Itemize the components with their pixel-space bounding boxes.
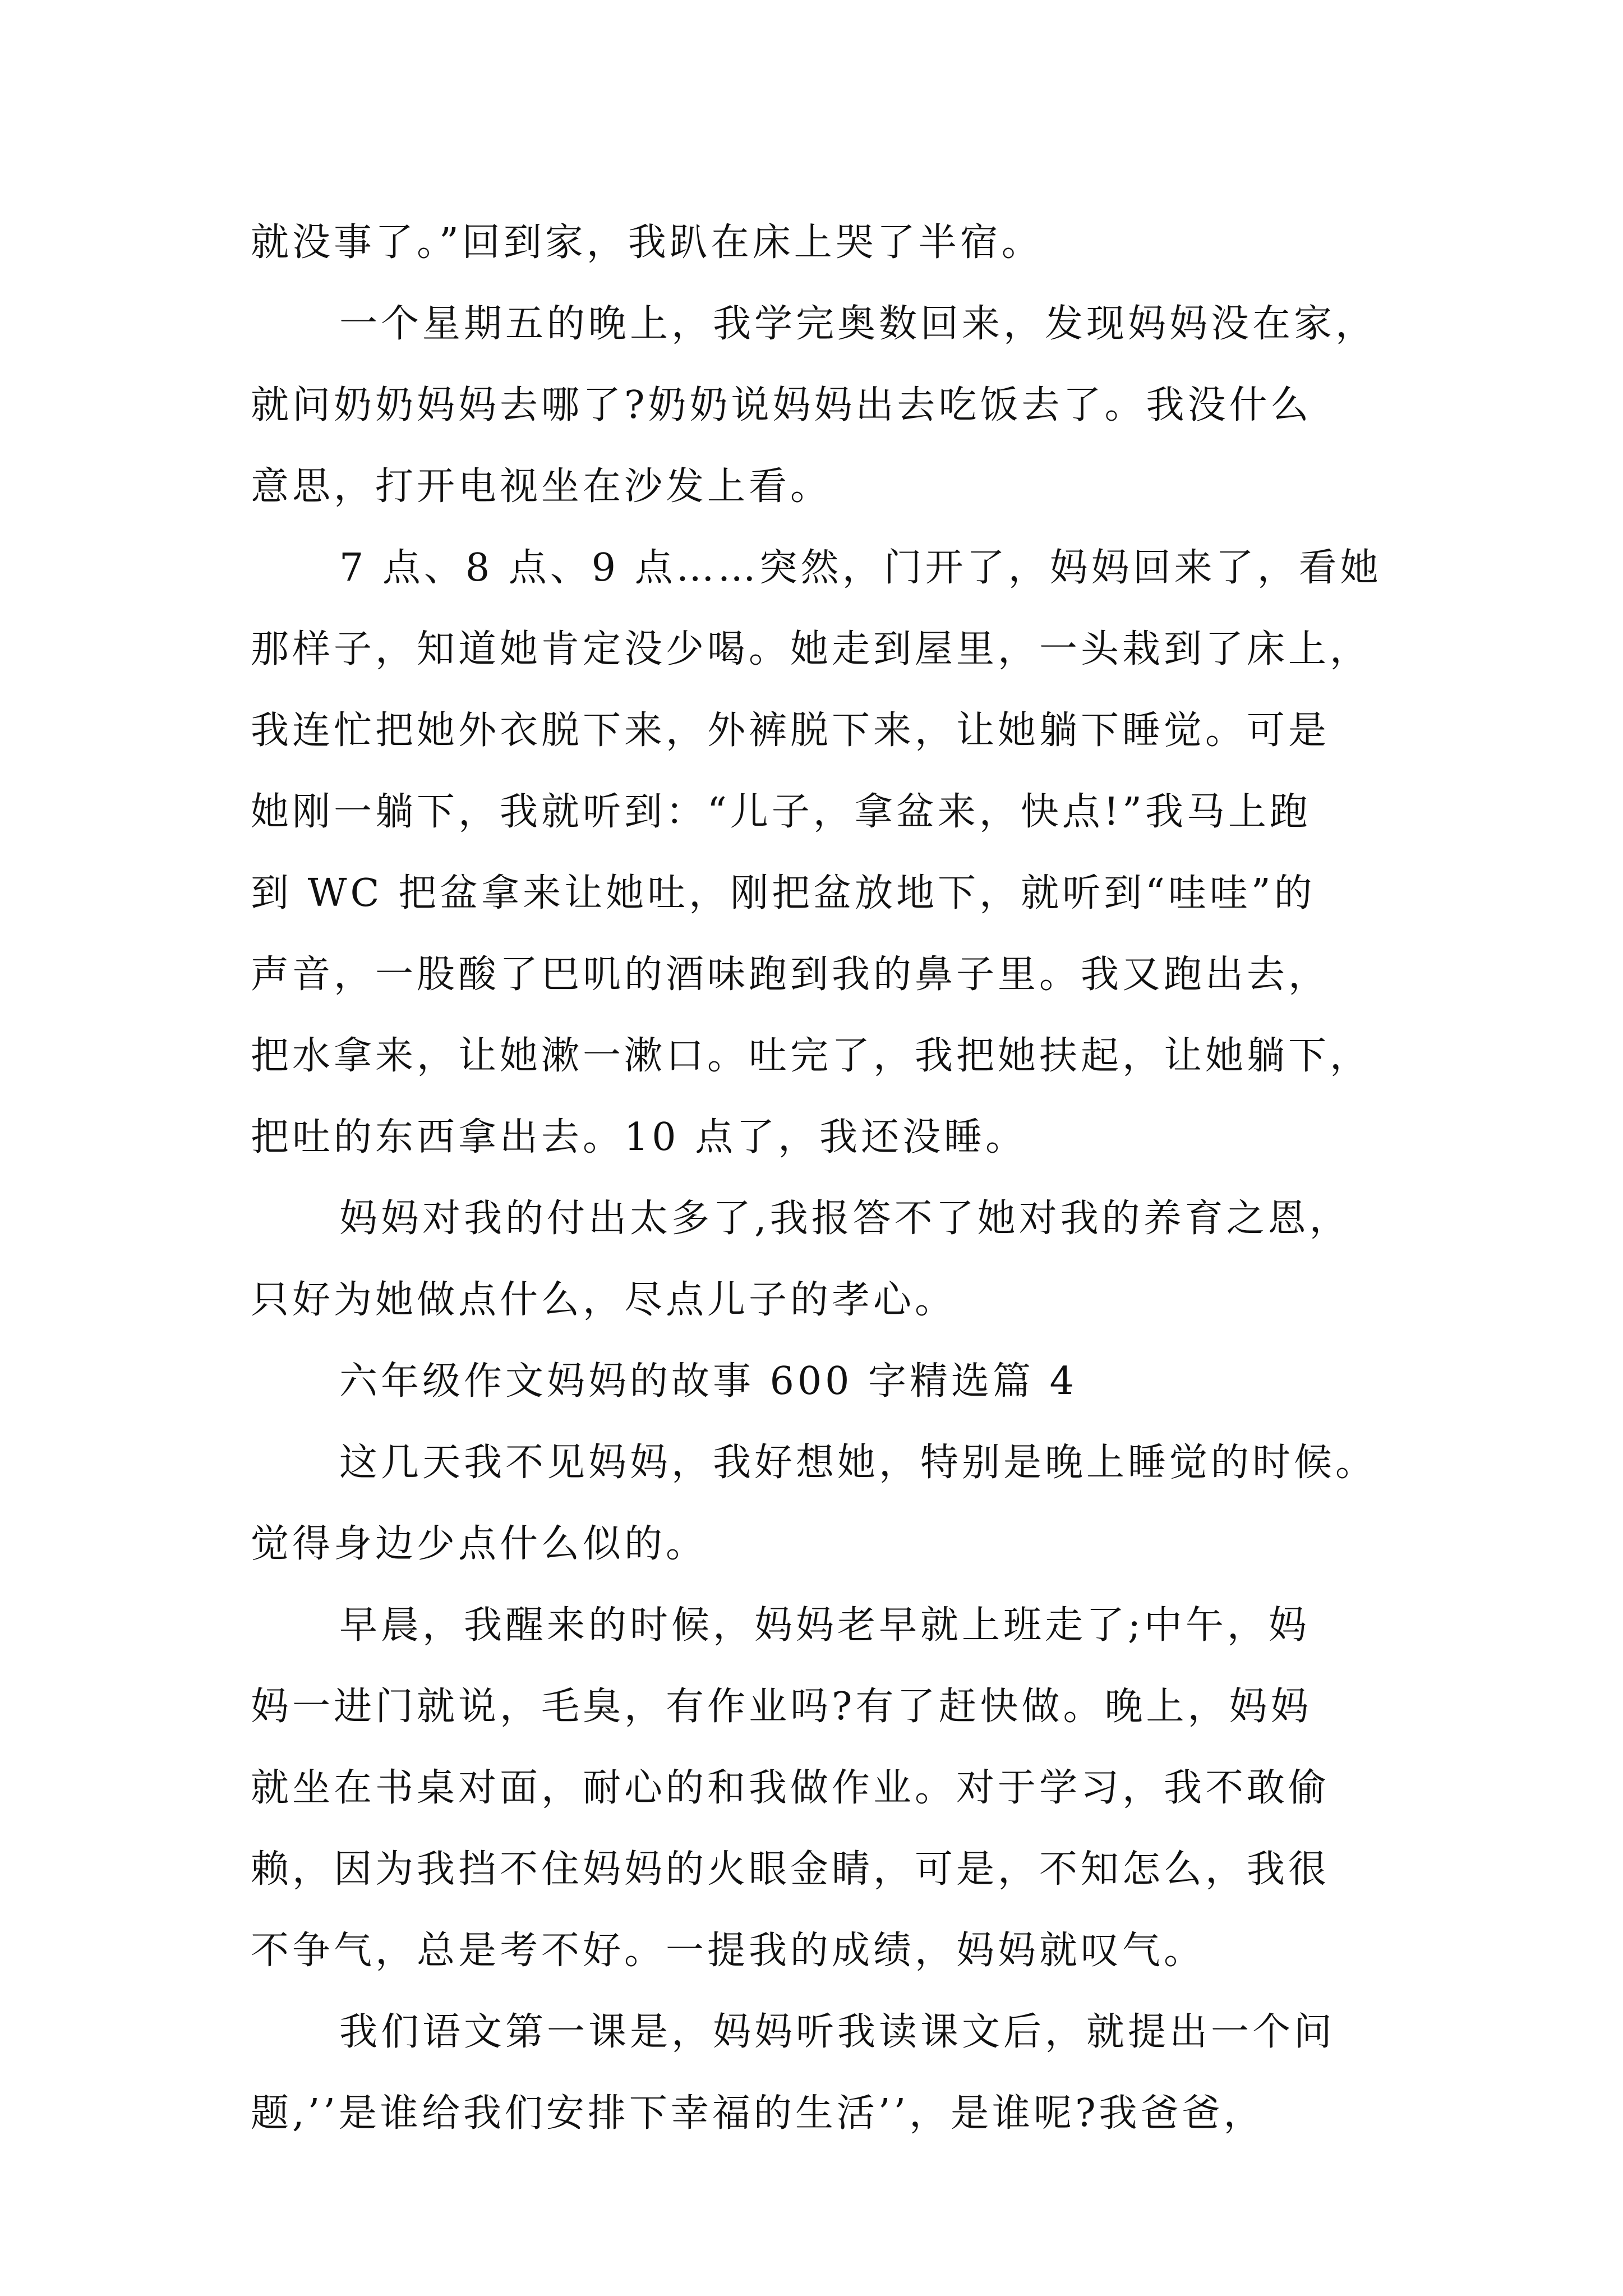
- text-line: 就坐在书桌对面，耐心的和我做作业。对于学习，我不敢偷: [251, 1766, 1330, 1810]
- text-line: 把吐的东西拿出去。10 点了，我还没睡。: [251, 1115, 1027, 1159]
- text-line: 到 WC 把盆拿来让她吐，刚把盆放地下，就听到“哇哇”的: [251, 871, 1316, 915]
- text-line: 把水拿来，让她漱一漱口。吐完了，我把她扶起，让她躺下，: [251, 1034, 1372, 1078]
- paragraph-start-line: 我们语文第一课是，妈妈听我读课文后，就提出一个问: [339, 2010, 1336, 2054]
- text-line: 题,’’是谁给我们安排下幸福的生活’’，是谁呢?我爸爸，: [251, 2091, 1265, 2136]
- paragraph-start-line: 7 点、8 点、9 点……突然，门开了，妈妈回来了，看她: [339, 546, 1382, 590]
- paragraph-start-line: 早晨，我醒来的时候，妈妈老早就上班走了;中午，妈: [339, 1603, 1310, 1648]
- text-line: 就问奶奶妈妈去哪了?奶奶说妈妈出去吃饭去了。我没什么: [251, 383, 1312, 427]
- text-line: 就没事了。”回到家，我趴在床上哭了半宿。: [251, 220, 1043, 265]
- text-line: 那样子，知道她肯定没少喝。她走到屋里，一头栽到了床上，: [251, 627, 1372, 671]
- text-line: 妈一进门就说，毛臭，有作业吗?有了赶快做。晚上，妈妈: [251, 1685, 1312, 1729]
- document-body: [251, 202, 1389, 2154]
- text-line: 觉得身边少点什么似的。: [251, 1522, 708, 1566]
- text-line: 我连忙把她外衣脱下来，外裤脱下来，让她躺下睡觉。可是: [251, 708, 1330, 753]
- text-line: 她刚一躺下，我就听到：“儿子，拿盆来，快点!”我马上跑: [251, 790, 1311, 834]
- text-line: 声音，一股酸了巴叽的酒味跑到我的鼻子里。我又跑出去，: [251, 953, 1330, 997]
- paragraph-start-line: 这几天我不见妈妈，我好想她，特别是晚上睡觉的时候。: [339, 1441, 1377, 1485]
- section-heading: 六年级作文妈妈的故事 600 字精选篇 4: [339, 1359, 1077, 1404]
- text-line: 赖，因为我挡不住妈妈的火眼金睛，可是，不知怎么，我很: [251, 1847, 1330, 1892]
- paragraph-start-line: 一个星期五的晚上，我学完奥数回来，发现妈妈没在家，: [339, 302, 1377, 346]
- paragraph-start-line: 妈妈对我的付出太多了,我报答不了她对我的养育之恩，: [339, 1197, 1351, 1241]
- text-line: 不争气，总是考不好。一提我的成绩，妈妈就叹气。: [251, 1929, 1206, 1973]
- text-line: 意思，打开电视坐在沙发上看。: [251, 464, 832, 509]
- text-line: 只好为她做点什么，尽点儿子的孝心。: [251, 1278, 957, 1322]
